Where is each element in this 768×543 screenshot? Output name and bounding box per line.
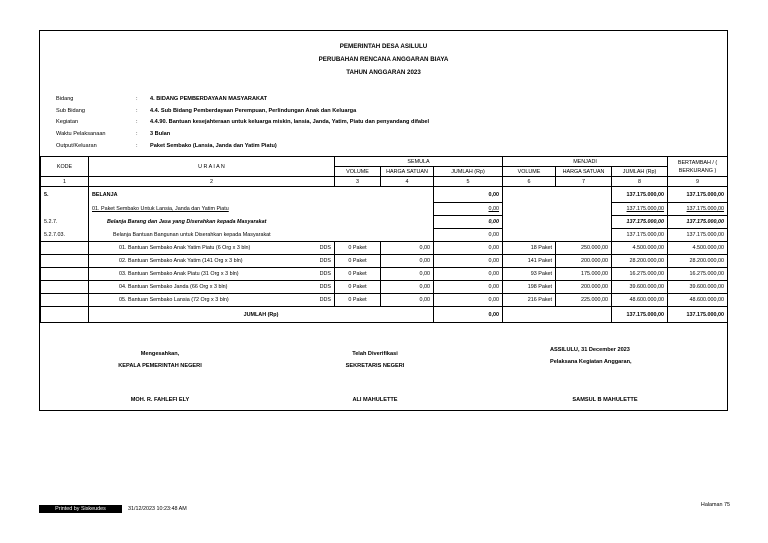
sig-left-title: Mengesahkan, bbox=[140, 351, 180, 357]
sig-left-role: KEPALA PEMERINTAH NEGERI bbox=[118, 363, 202, 369]
sig-right-name: SAMSUL B MAHULETTE bbox=[572, 397, 638, 403]
col-bertambah: BERTAMBAH / ( BERKURANG ) bbox=[668, 157, 728, 177]
header-line-3: TAHUN ANGGARAN 2023 bbox=[346, 69, 421, 76]
col-menjadi: MENJADI bbox=[503, 157, 668, 167]
sig-mid-role: SEKRETARIS NEGERI bbox=[345, 363, 405, 369]
sig-mid-title: Telah Diverifikasi bbox=[352, 351, 398, 357]
budget-table bbox=[40, 156, 728, 323]
sig-left-name: MOH. R. FAHLEFI ELY bbox=[130, 397, 190, 403]
print-datetime: 31/12/2023 10:23:48 AM bbox=[128, 506, 187, 512]
table-subheader-row: VOLUME HARGA SATUAN JUMLAH (Rp) VOLUME HARGA SATUAN JUMLAH (Rp) bbox=[41, 167, 728, 177]
sig-mid-name: ALI MAHULETTE bbox=[352, 397, 398, 403]
table-row-belanja: 5. BELANJA 0,00 137.175.000,00 137.175.000,00 bbox=[41, 187, 728, 203]
table-row: 03. Bantuan Sembako Anak Piatu (31 Org x 3 bln) DDS 0 Paket 0,00 0,00 93 Paket 175.000,00 16.275.000,00 16.275.000,00 bbox=[41, 268, 728, 281]
header-line-2: PERUBAHAN RENCANA ANGGARAN BIAYA bbox=[318, 56, 449, 63]
table-total-row: JUMLAH (Rp) 0,00 137.175.000,00 137.175.000,00 bbox=[41, 307, 728, 323]
printed-by-badge: Printed by Siskeudes bbox=[39, 505, 122, 513]
table-row: 02. Bantuan Sembako Anak Yatim (141 Org x 3 bln) DDS 0 Paket 0,00 0,00 141 Paket 200.000,00 28.200.000,00 28.200.000,00 bbox=[41, 255, 728, 268]
table-row: 01. Bantuan Sembako Anak Yatim Piatu (6 Org x 3 bln) DDS 0 Paket 0,00 0,00 18 Paket 250.000,00 4.500.000,00 4.500.000,00 bbox=[41, 242, 728, 255]
table-row: 05. Bantuan Sembako Lansia (72 Org x 3 bln) DDS 0 Paket 0,00 0,00 216 Paket 225.000,00 48.600.000,00 48.600.000,00 bbox=[41, 294, 728, 307]
col-uraian: U R A I A N bbox=[89, 157, 335, 177]
table-header-row bbox=[41, 157, 728, 167]
budget-document: PEMERINTAH DESA ASILULU PERUBAHAN RENCANA ANGGARAN BIAYA TAHUN ANGGARAN 2023 Bidang : 4. BIDANG PEMBERDAYAAN MASYARAKAT Sub Bidang : 4.4. Sub Bidang Pemberdayaan Perempuan, Perlindungan Anak dan Keluarga Kegiatan : 4.4.90. Bantuan kesejahteraan untuk keluarga miskin, lansia, Janda, Yatim, Piatu dan penyandang difabel Waktu Pelaksanaan : 3 Bulan Output/Keluaran : Paket Sembako (Lansia, Janda dan Yatim Piatu) KODE U R A I A N SEMULA MENJADI BERTAMBAH / ( BERKURANG ) VOLUME HARGA SATUAN JUMLAH (Rp) VOLUME HARGA SATUAN JUMLAH (Rp) 1 2 3 4 5 6 7 8 9 5. BELANJA 0,00 137.175.000,00 137.175.000,00 01. Paket Sembako Untuk Lansia, Janda dan Yatim Piatu 0,00 137.175.000,00 137.175.000,00 5.2.7. Belanja Barang dan Jasa yang Diserahkan kepada Masyarakat 0,00 137.175.000,00 137.175.000,00 5.2.7.03. Belanja Bantuan Bangunan untuk Diserahkan kepada Masyarakat 0,00 137.175.000,00 137.175.000,00 01. Bantuan Sembako Anak Yatim Piatu (6 Org x 3 bln) DDS 0 Paket 0,00 0,00 18 Paket 250.000,00 4.500.000,00 4.500.000,00 02. Bantuan Sembako Anak Yatim (141 Org x 3 bln) DDS 0 Paket 0,00 0,00 141 Paket 200.000,00 28.200.000,00 28.200.000,00 03. Bantuan Sembako Anak Piatu (31 Org x 3 bln) DDS 0 Paket 0,00 0,00 93 Paket 175.000,00 16.275.000,00 16.275.000,00 04. Bantuan Sembako Janda (66 Org x 3 bln) DDS 0 Paket 0,00 0,00 198 Paket 200.000,00 39.600.000,00 39.600.000,00 05. Bantuan Sembako Lansia (72 Org x 3 bln) DDS 0 Paket 0,00 0,00 216 Paket 225.000,00 48.600.000,00 48.600.000,00 JUMLAH (Rp) 0,00 137.175.000,00 137.175.000,00 Mengesahkan, KEPALA PEMERINTAH NEGERI MOH. R. FAHLEFI ELY Telah Diverifikasi SEKRETARIS NEGERI ALI MAHULETTE ASSILULU, 31 December 2023 Pelaksana Kegiatan Anggaran, SAMSUL B MAHULETTE bbox=[39, 30, 728, 411]
col-semula: SEMULA bbox=[335, 157, 503, 167]
table-row-paket: 01. Paket Sembako Untuk Lansia, Janda dan Yatim Piatu 0,00 137.175.000,00 137.175.000,00 bbox=[41, 203, 728, 216]
col-kode: KODE bbox=[41, 157, 89, 177]
table-row: 04. Bantuan Sembako Janda (66 Org x 3 bln) DDS 0 Paket 0,00 0,00 198 Paket 200.000,00 39.600.000,00 39.600.000,00 bbox=[41, 281, 728, 294]
table-row-bbb: 5.2.7.03. Belanja Bantuan Bangunan untuk Diserahkan kepada Masyarakat 0,00 137.175.000,00 137.175.000,00 bbox=[41, 229, 728, 242]
sig-right-role: Pelaksana Kegiatan Anggaran, bbox=[550, 359, 632, 365]
header-line-1: PEMERINTAH DESA ASILULU bbox=[339, 43, 428, 50]
table-row-bbj: 5.2.7. Belanja Barang dan Jasa yang Diserahkan kepada Masyarakat 0,00 137.175.000,00 137.175.000,00 bbox=[41, 216, 728, 229]
sig-right-date: ASSILULU, 31 December 2023 bbox=[550, 347, 630, 353]
column-number-row: 1 2 3 4 5 6 7 8 9 bbox=[41, 177, 728, 187]
page-number: Halaman 75 bbox=[700, 502, 730, 508]
